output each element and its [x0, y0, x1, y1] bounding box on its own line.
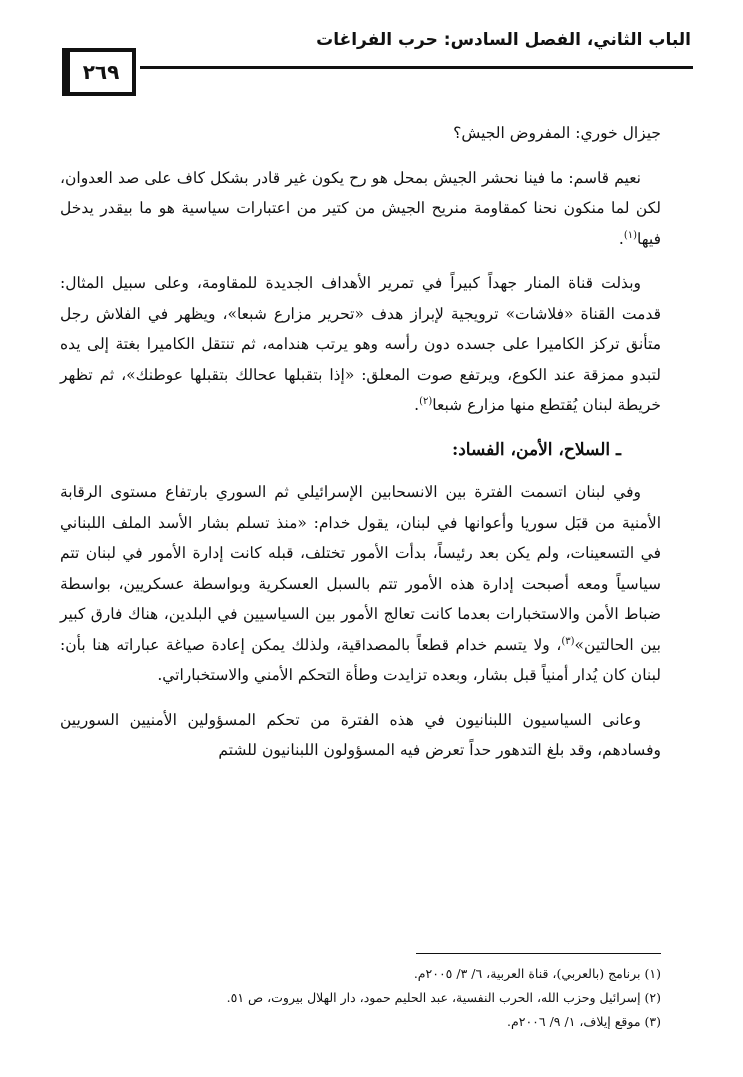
- footnote-ref-1[interactable]: (١): [623, 229, 638, 241]
- footnote-rule: [416, 953, 661, 954]
- section-heading: ـ السلاح، الأمن، الفساد:: [451, 439, 621, 460]
- body-text: [60, 118, 661, 780]
- paragraph-question: جيزال خوري: المفروض الجيش؟: [453, 124, 661, 142]
- page-number: ٢٦٩: [62, 48, 136, 96]
- header-rule: [140, 66, 693, 69]
- security-text-tail: ، ولا يتسم خدام قطعاً بالمصداقية، ولذلك يمكن إعادة صياغة عباراته هنا بأن: لبنان كان يُدار أمنياً قبل بشار، وبعده تزايدت وطأة التحكم الأمني والاستخباراتي.: [60, 635, 661, 684]
- footnote-ref-2[interactable]: (٢): [419, 395, 433, 407]
- security-text: وفي لبنان اتسمت الفترة بين الانسحابين الإسرائيلي ثم السوري بارتفاع مستوى الرقابة الأمنية من قبَل سوريا وأعوانها في لبنان، يقول خدام: «منذ تسلم بشار الأسد الملف اللبناني في التسعينات، ولم يكن بعد رئيساً، بدأت الأمور تختلف، قبله كانت إدارة الأمور في لبنان تتم سياسياً ومعه أصبحت إدارة هذه الأمور تتم بالسبل العسكرية وبواسطة عسكريين، بواسطة ضباط الأمن والاستخبارات بعدما كانت تعالج الأمور بين السياسيين في البلدين، هناك فارق كبير بين الحالتين»: [60, 483, 661, 654]
- running-head: الباب الثاني، الفصل السادس: حرب الفراغات: [316, 30, 691, 50]
- paragraph-answer: نعيم قاسم: ما فينا نحشر الجيش بمحل هو رح يكون غير قادر بشكل كاف على صد العدوان، لكن لما منكون نحنا كمقاومة منريح الجيش من كتير من اعتبارات سياسية هو ما بيقدر يدخل فيها$^{(١)}$.: [60, 168, 661, 248]
- answer-text: نعيم قاسم: ما فينا نحشر الجيش بمحل هو رح يكون غير قادر بشكل كاف على صد العدوان، لكن لما منكون نحنا كمقاومة منريح الجيش من كتير من اعتبارات سياسية هو ما بيقدر يدخل فيها: [60, 168, 661, 248]
- paragraph-politicians: وعانى السياسيون اللبنانيون في هذه الفترة من تحكم المسؤولين الأمنيين السوريين وفسادهم، وقد بلغ التدهور حداً تعرض فيه المسؤولون اللبنانيون للشتم: [60, 710, 661, 759]
- footnotes: [60, 962, 661, 1034]
- footnote-2: (٢) إسرائيل وحزب الله، الحرب النفسية، عبد الحليم حمود، دار الهلال بيروت، ص ٥١.: [226, 990, 661, 1005]
- footnote-ref-3[interactable]: (٣): [561, 635, 575, 647]
- footnote-1: (١) برنامج (بالعربي)، قناة العربية، ٦/ ٣/ ٢٠٠٥م.: [413, 966, 661, 981]
- paragraph-almanar: وبذلت قناة المنار جهداً كبيراً في تمرير الأهداف الجديدة للمقاومة، وعلى سبيل المثال: قدمت القناة «فلاشات» ترويجية لإبراز هدف «تحرير مزارع شبعا»، ويظهر في الفلاش رجل متأنق تركز الكاميرا على جسده دون رأسه وهو يرتب هندامه، ثم تنتقل الكاميرا بغتة إلى يده لتبدو ممزقة عند الكوع، ويرتفع صوت المعلق: «إذا بتقبلها عحالك بتقبلها عوطنك»، ثم تظهر خريطة لبنان يُقتطع منها مزارع شبعا$^{(٢)}$.: [60, 274, 661, 414]
- footnote-3: (٣) موقع إيلاف، ١/ ٩/ ٢٠٠٦م.: [507, 1014, 661, 1029]
- almanar-text: وبذلت قناة المنار جهداً كبيراً في تمرير الأهداف الجديدة للمقاومة، وعلى سبيل المثال: قدمت القناة «فلاشات» ترويجية لإبراز هدف «تحرير مزارع شبعا»، ويظهر في الفلاش رجل متأنق تركز الكاميرا على جسده دون رأسه وهو يرتب هندامه، ثم تنتقل الكاميرا بغتة إلى يده لتبدو ممزقة عند الكوع، ويرتفع صوت المعلق: «إذا بتقبلها عحالك بتقبلها عوطنك»، ثم تظهر خريطة لبنان يُقتطع منها مزارع شبعا: [60, 274, 661, 414]
- paragraph-security: [60, 477, 661, 691]
